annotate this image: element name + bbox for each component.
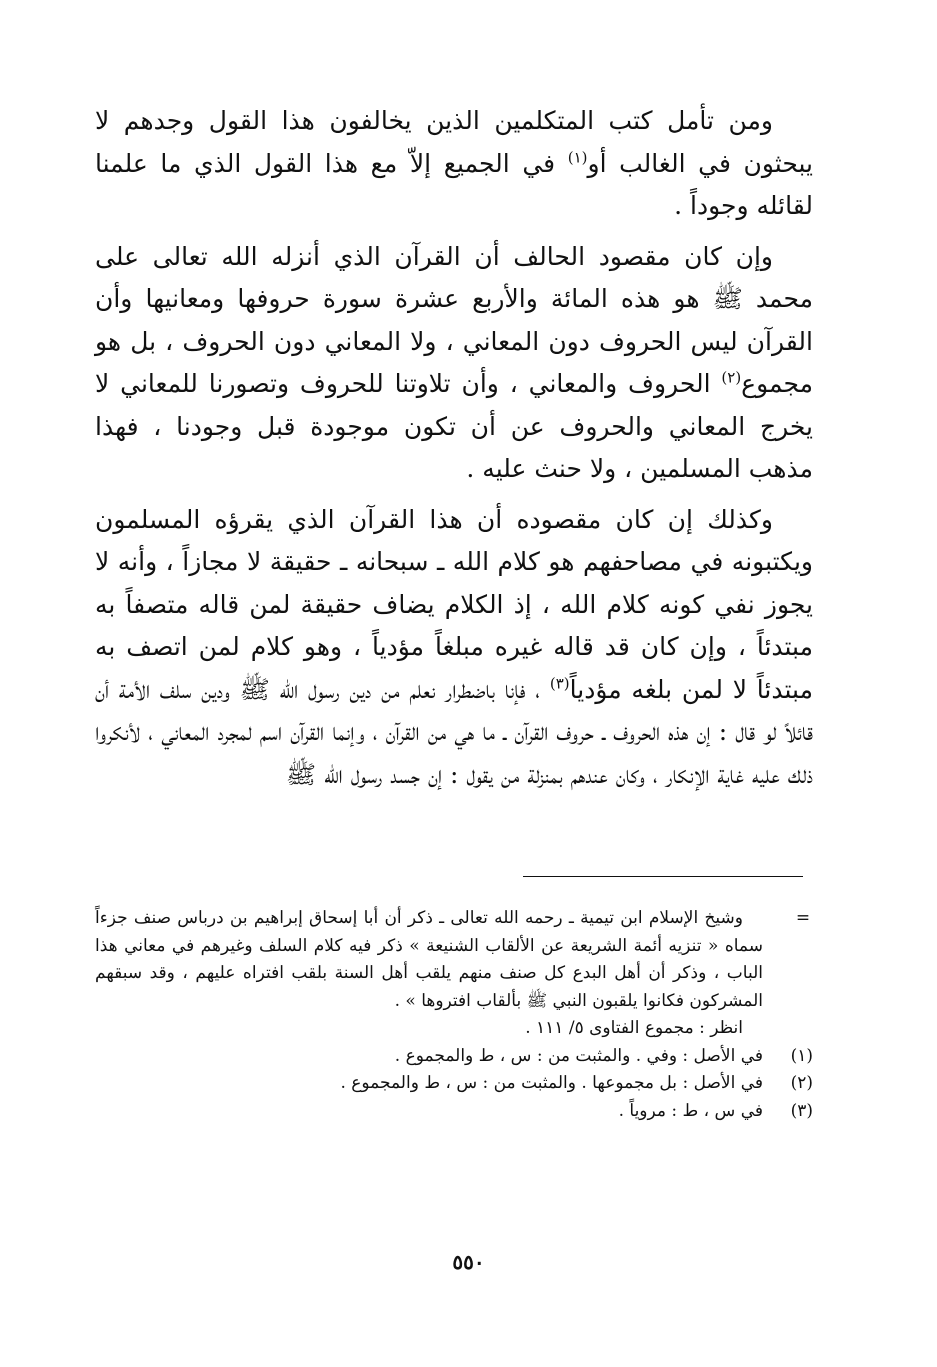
paragraph-1 [95,100,813,228]
footnote-marker-1: (١) [567,148,588,167]
paragraph-text: وإن كان مقصود الحالف أن القرآن الذي أنزله الله تعالى على محمد ﷺ هو هذه المائة والأربع عشرة سورة حروفها ومعانيها وأن القرآن ليس الحروف دون المعاني ، ولا المعاني دون الحروف ، بل هو مجموع [95,241,813,398]
footnote-2 [95,1070,813,1098]
footnotes [95,905,813,1125]
footnote-reference: انظر : مجموع الفتاوى ٥/ ١١١ . [525,1018,743,1038]
page-number: ٥٥٠ [452,1250,485,1274]
paragraph-text: وكذلك إن كان مقصوده أن هذا القرآن الذي يقرؤه المسلمون ويكتبونه في مصاحفهم هو كلام الله ـ سبحانه ـ حقيقة لا مجازاً ، وأنه لا يجوز نفي كونه كلام الله ، إذ الكلام يضاف حقيقة لمن قاله متصفاً به مبتدئاً ، وإن كان قد قاله غيره مبلغاً مؤدياً ، وهو كلام لمن اتصف به مبتدئاً لا لمن بلغه مؤدياً [95,504,813,704]
continuation-mark: = [795,908,811,928]
paragraph-text: في الجميع إلاّ مع هذا القول الذي ما علمنا لقائله وجوداً . [95,148,813,220]
paragraph-text: ومن تأمل كتب المتكلمين الذين يخالفون هذا القول وجدهم لا يبحثون في الغالب أو [95,106,813,178]
paragraph-3 [95,499,813,797]
footnote-3 [95,1098,813,1126]
footnote-1 [95,1043,813,1071]
footnote-text: في س ، ط : مروياً . [618,1100,763,1121]
footnote-separator [523,876,803,877]
paragraph-text: ، فإنا باضطرار نعلم من دين رسول الله ﷺ ودين سلف الأمة أن قائلاً لو قال : إن هذه الحروف ـ حروف القرآن ـ ما هي من القرآن ، وإنما القرآن اسم لمجرد المعاني ، لأنكروا ذلك عليه غاية الإنكار ، وكان عندهم بمنزلة من يقول : إن جسد رسول الله ﷺ [95,674,813,789]
footnote-number: (٢) [790,1073,813,1093]
footnote-number: (١) [790,1045,813,1066]
footnote-text: في الأصل : وفي . والمثبت من : س ، ط والمجموع . [394,1045,763,1066]
footnote-text: في الأصل : بل مجموعها . والمثبت من : س ، ط والمجموع . [340,1073,763,1093]
main-text [95,100,813,804]
footnote-number: (٣) [790,1100,813,1121]
paragraph-text: الحروف والمعاني ، وأن تلاوتنا للحروف وتصورنا للمعاني لا يخرج المعاني والحروف عن أن تكون موجودة قبل وجودنا ، فهذا مذهب المسلمين ، ولا حنث عليه . [95,369,813,483]
footnote-marker-2: (٢) [721,368,742,387]
footnote-marker-3: (٣) [549,674,570,693]
continuation-text: وشيخ الإسلام ابن تيمية ـ رحمه الله تعالى ـ ذكر أن أبا إسحاق إبراهيم بن درباس صنف جزءاً سماه « تنزيه أئمة الشريعة عن الألقاب الشنيعة » ذكر فيه كلام السلف وغيرهم في معاني هذا الباب ، وذكر أن أهل البدع كل صنف منهم يلقب أهل السنة بلقب افتراه عليهم ، وقد سبقهم المشركون فكانوا يلقبون النبي ﷺ بألقاب افتروها » . [95,908,763,1011]
paragraph-2 [95,236,813,491]
footnote-continuation [95,905,813,1015]
